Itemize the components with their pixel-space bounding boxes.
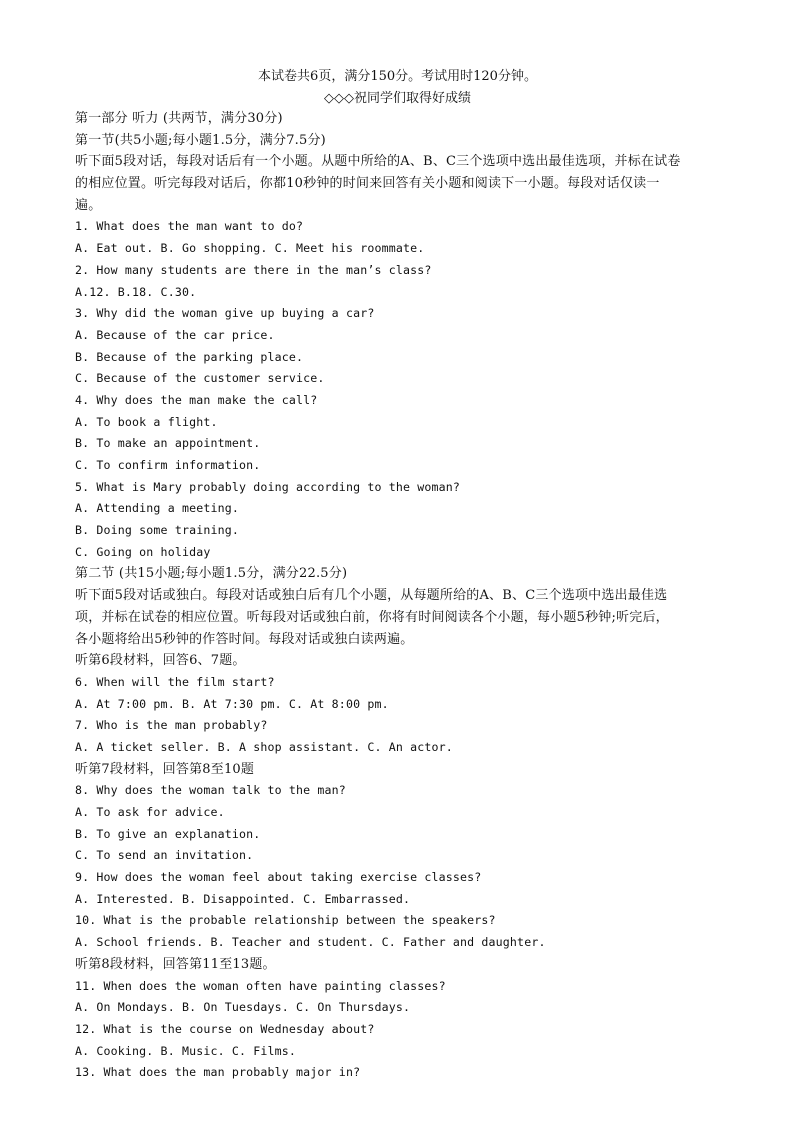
question-line: A. On Mondays. B. On Tuesdays. C. On Thursdays.: [75, 1000, 411, 1015]
question-line: A. Because of the car price.: [75, 327, 275, 342]
question-line: B. To give an explanation.: [75, 826, 261, 841]
section-text-line: 遍。: [75, 197, 102, 213]
section-text-line: 听第6段材料，回答6、7题。: [75, 653, 246, 669]
question-line: B. To make an appointment.: [75, 436, 261, 451]
question-line: A. School friends. B. Teacher and student. C. Father and daughter.: [75, 935, 546, 950]
question-line: 6. When will the film start?: [75, 674, 275, 689]
question-line: A. To ask for advice.: [75, 805, 225, 819]
question-line: B. Doing some training.: [75, 523, 239, 538]
good-luck-header: ◇◇◇祝同学们取得好成绩: [324, 91, 471, 106]
question-line: 13. What does the man probably major in?: [75, 1065, 361, 1080]
question-line: 11. When does the woman often have painting classes?: [75, 978, 446, 993]
question-line: 2. How many students are there in the man’s class?: [75, 262, 432, 277]
section-text-line: 听下面5段对话，每段对话后有一个小题。从题中所给的A、B、C三个选项中选出最佳选项，并标在试卷: [75, 154, 681, 170]
question-line: A. Eat out. B. Go shopping. C. Meet his roommate.: [75, 241, 425, 256]
section-text-line: 第一节(共5小题;每小题1.5分，满分7.5分): [75, 132, 326, 148]
section-text-line: 第一部分 听力 (共两节，满分30分): [75, 111, 283, 126]
question-line: 4. Why does the man make the call?: [75, 392, 318, 407]
exam-info-header: 本试卷共6页，满分150分。考试用时120分钟。: [258, 69, 537, 84]
section-text-line: 听第8段材料，回答第11至13题。: [75, 956, 276, 972]
question-line: A. Interested. B. Disappointed. C. Embarrassed.: [75, 891, 411, 906]
question-line: C. Going on holiday: [75, 544, 211, 559]
section-text-line: 各小题将给出5秒钟的作答时间。每段对话或独白读两遍。: [75, 631, 414, 647]
section-text-line: 听下面5段对话或独白。每段对话或独白后有几个小题，从每题所给的A、B、C三个选项中选出最佳选: [75, 588, 668, 604]
question-line: A. Attending a meeting.: [75, 501, 239, 516]
question-line: 9. How does the woman feel about taking exercise classes?: [75, 870, 482, 885]
exam-body: [75, 108, 725, 1084]
question-line: C. Because of the customer service.: [75, 371, 325, 386]
question-line: A. Cooking. B. Music. C. Films.: [75, 1043, 297, 1058]
section-text-line: 的相应位置。听完每段对话后，你都10秒钟的时间来回答有关小题和阅读下一小题。每段对话仅读一: [75, 176, 660, 192]
question-line: C. To confirm information.: [75, 458, 261, 472]
question-line: 12. What is the course on Wednesday about?: [75, 1021, 375, 1036]
section-text-line: 听第7段材料，回答第8至10题: [75, 761, 255, 777]
question-line: A.12. B.18. C.30.: [75, 284, 197, 299]
question-line: A. To book a flight.: [75, 414, 218, 429]
question-line: 1. What does the man want to do?: [75, 219, 304, 234]
question-line: A. At 7:00 pm. B. At 7:30 pm. C. At 8:00 pm.: [75, 696, 389, 711]
question-line: A. A ticket seller. B. A shop assistant. C. An actor.: [75, 739, 453, 754]
section-text-line: 第二节 (共15小题;每小题1.5分，满分22.5分): [75, 566, 348, 582]
question-line: B. Because of the parking place.: [75, 349, 304, 364]
section-text-line: 项，并标在试卷的相应位置。听每段对话或独白前，你将有时间阅读各个小题，每小题5秒钟;听完后，: [75, 609, 669, 625]
question-line: 3. Why did the woman give up buying a car?: [75, 306, 375, 321]
question-line: 5. What is Mary probably doing according to the woman?: [75, 479, 461, 494]
question-line: 7. Who is the man probably?: [75, 718, 268, 733]
question-line: 10. What is the probable relationship between the speakers?: [75, 913, 496, 928]
question-line: C. To send an invitation.: [75, 848, 254, 863]
question-line: 8. Why does the woman talk to the man?: [75, 783, 346, 798]
